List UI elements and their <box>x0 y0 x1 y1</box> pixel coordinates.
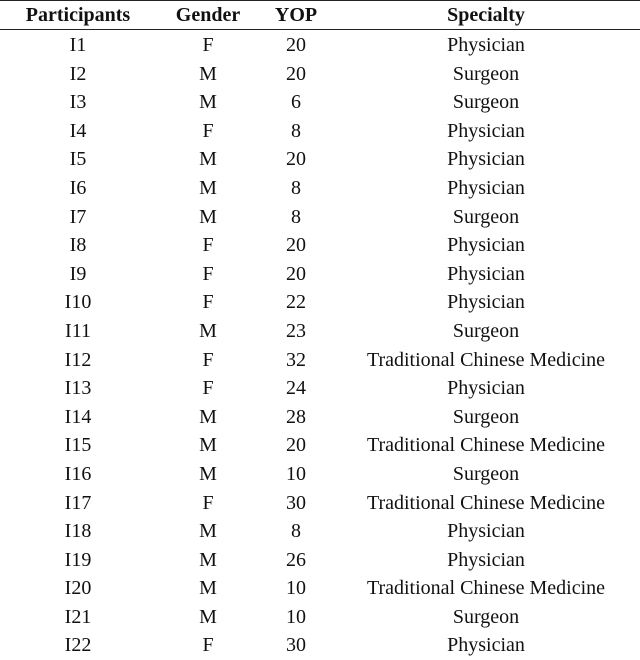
table-row <box>0 374 640 403</box>
table-row <box>0 260 640 289</box>
yop-cell: 8 <box>260 117 332 146</box>
column-header-gender: Gender <box>156 1 260 30</box>
table-row <box>0 546 640 575</box>
table-row <box>0 30 640 60</box>
yop-cell: 6 <box>260 88 332 117</box>
participant-cell: I9 <box>0 260 156 289</box>
yop-cell: 20 <box>260 30 332 60</box>
yop-cell: 8 <box>260 174 332 203</box>
gender-cell: M <box>156 603 260 632</box>
participant-cell: I21 <box>0 603 156 632</box>
specialty-cell: Physician <box>332 546 640 575</box>
yop-cell: 8 <box>260 203 332 232</box>
table-row <box>0 203 640 232</box>
specialty-cell: Surgeon <box>332 460 640 489</box>
gender-cell: F <box>156 374 260 403</box>
gender-cell: F <box>156 489 260 518</box>
specialty-cell: Physician <box>332 117 640 146</box>
yop-cell: 10 <box>260 460 332 489</box>
table-row <box>0 574 640 603</box>
column-header-yop: YOP <box>260 1 332 30</box>
specialty-cell: Physician <box>332 260 640 289</box>
participant-cell: I13 <box>0 374 156 403</box>
gender-cell: F <box>156 117 260 146</box>
participant-cell: I5 <box>0 145 156 174</box>
specialty-cell: Physician <box>332 145 640 174</box>
table-header <box>0 1 640 30</box>
participant-cell: I7 <box>0 203 156 232</box>
specialty-cell: Surgeon <box>332 88 640 117</box>
table-body <box>0 30 640 660</box>
table-row <box>0 174 640 203</box>
specialty-cell: Physician <box>332 30 640 60</box>
table-row <box>0 145 640 174</box>
yop-cell: 20 <box>260 145 332 174</box>
table-row <box>0 346 640 375</box>
gender-cell: M <box>156 546 260 575</box>
specialty-cell: Surgeon <box>332 603 640 632</box>
yop-cell: 8 <box>260 517 332 546</box>
participant-cell: I10 <box>0 288 156 317</box>
gender-cell: M <box>156 88 260 117</box>
gender-cell: M <box>156 431 260 460</box>
yop-cell: 20 <box>260 260 332 289</box>
specialty-cell: Physician <box>332 517 640 546</box>
specialty-cell: Surgeon <box>332 317 640 346</box>
specialty-cell: Surgeon <box>332 203 640 232</box>
yop-cell: 28 <box>260 403 332 432</box>
participant-cell: I19 <box>0 546 156 575</box>
yop-cell: 32 <box>260 346 332 375</box>
participant-cell: I22 <box>0 631 156 660</box>
participant-cell: I4 <box>0 117 156 146</box>
yop-cell: 22 <box>260 288 332 317</box>
gender-cell: M <box>156 574 260 603</box>
yop-cell: 10 <box>260 574 332 603</box>
table-row <box>0 631 640 660</box>
specialty-cell: Surgeon <box>332 60 640 89</box>
yop-cell: 20 <box>260 231 332 260</box>
table-row <box>0 460 640 489</box>
specialty-cell: Physician <box>332 374 640 403</box>
table-row <box>0 117 640 146</box>
yop-cell: 24 <box>260 374 332 403</box>
specialty-cell: Physician <box>332 231 640 260</box>
specialty-cell: Physician <box>332 631 640 660</box>
table-row <box>0 603 640 632</box>
gender-cell: M <box>156 403 260 432</box>
specialty-cell: Physician <box>332 174 640 203</box>
participant-cell: I15 <box>0 431 156 460</box>
yop-cell: 20 <box>260 60 332 89</box>
gender-cell: M <box>156 174 260 203</box>
participant-cell: I20 <box>0 574 156 603</box>
participant-cell: I1 <box>0 30 156 60</box>
yop-cell: 23 <box>260 317 332 346</box>
table-row <box>0 317 640 346</box>
participant-cell: I3 <box>0 88 156 117</box>
table-row <box>0 517 640 546</box>
participant-cell: I16 <box>0 460 156 489</box>
gender-cell: M <box>156 145 260 174</box>
yop-cell: 26 <box>260 546 332 575</box>
column-header-specialty: Specialty <box>332 1 640 30</box>
gender-cell: F <box>156 288 260 317</box>
participant-cell: I12 <box>0 346 156 375</box>
participant-cell: I14 <box>0 403 156 432</box>
gender-cell: M <box>156 317 260 346</box>
yop-cell: 10 <box>260 603 332 632</box>
participant-cell: I17 <box>0 489 156 518</box>
yop-cell: 30 <box>260 631 332 660</box>
specialty-cell: Surgeon <box>332 403 640 432</box>
gender-cell: M <box>156 60 260 89</box>
table-row <box>0 88 640 117</box>
specialty-cell: Traditional Chinese Medicine <box>332 431 640 460</box>
yop-cell: 30 <box>260 489 332 518</box>
table-row <box>0 60 640 89</box>
table-row <box>0 489 640 518</box>
participant-cell: I11 <box>0 317 156 346</box>
participant-cell: I6 <box>0 174 156 203</box>
header-row <box>0 1 640 30</box>
table-row <box>0 288 640 317</box>
specialty-cell: Traditional Chinese Medicine <box>332 574 640 603</box>
gender-cell: F <box>156 346 260 375</box>
participant-cell: I18 <box>0 517 156 546</box>
participant-cell: I2 <box>0 60 156 89</box>
specialty-cell: Traditional Chinese Medicine <box>332 489 640 518</box>
table-row <box>0 431 640 460</box>
column-header-participants: Participants <box>0 1 156 30</box>
gender-cell: F <box>156 260 260 289</box>
specialty-cell: Physician <box>332 288 640 317</box>
gender-cell: F <box>156 231 260 260</box>
gender-cell: M <box>156 203 260 232</box>
table-row <box>0 231 640 260</box>
table-row <box>0 403 640 432</box>
specialty-cell: Traditional Chinese Medicine <box>332 346 640 375</box>
participant-cell: I8 <box>0 231 156 260</box>
gender-cell: F <box>156 30 260 60</box>
gender-cell: M <box>156 460 260 489</box>
gender-cell: F <box>156 631 260 660</box>
gender-cell: M <box>156 517 260 546</box>
yop-cell: 20 <box>260 431 332 460</box>
